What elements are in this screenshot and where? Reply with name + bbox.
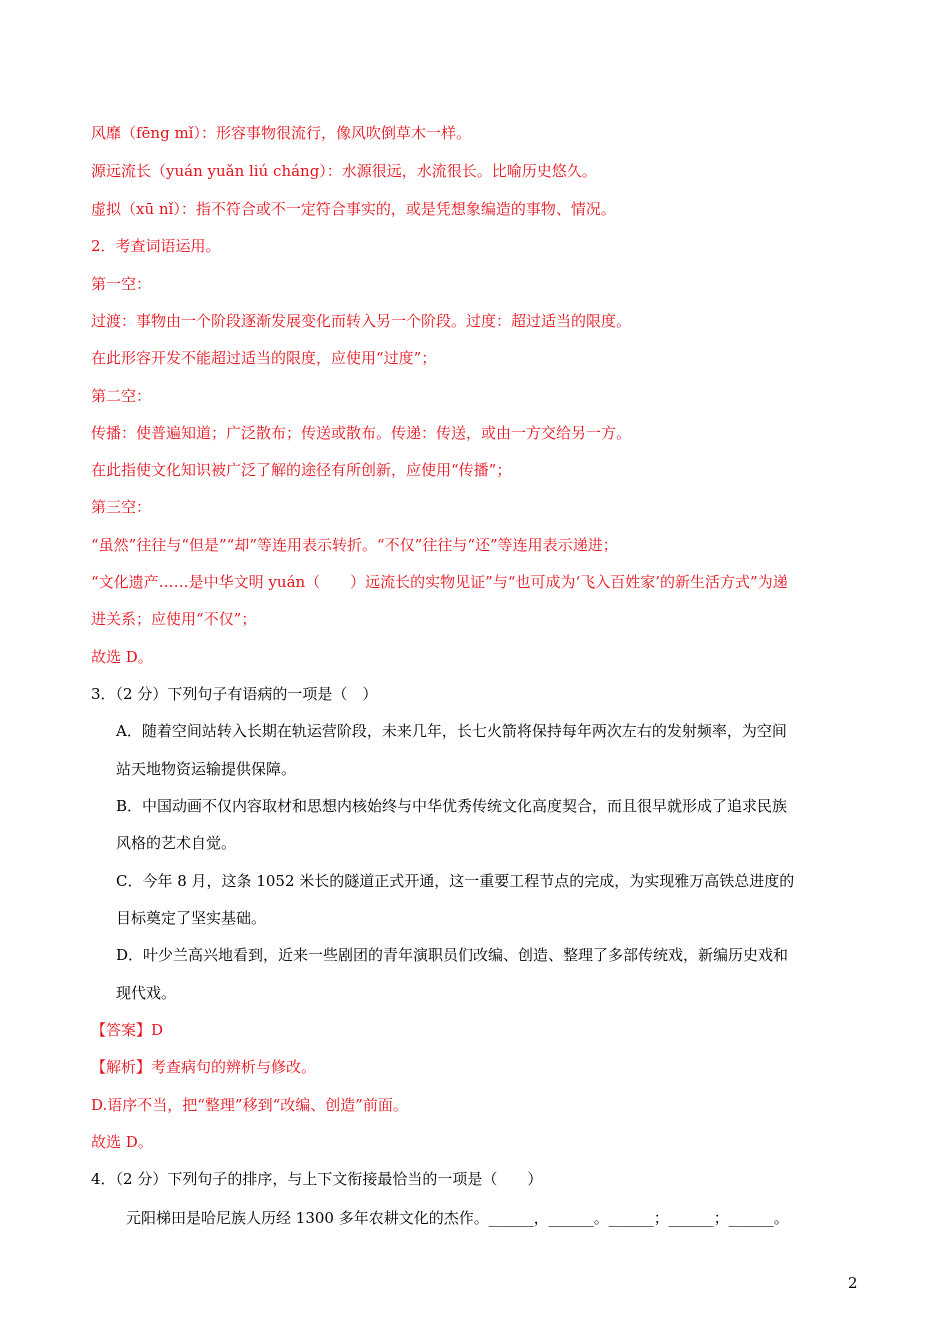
q2-choice: 故选 D。 — [91, 648, 153, 666]
definition-xuni: 虚拟（xū nǐ）：指不符合或不一定符合事实的，或是凭想象编造的事物、情况。 — [91, 200, 616, 218]
q3-option-d-cont: 现代戏。 — [116, 984, 177, 1002]
q3-analysis: 【解析】考查病句的辨析与修改。 — [91, 1058, 317, 1076]
blank-three-context: “文化遗产……是中华文明 yuán（ ）远流长的实物见证”与“也可成为‘飞入百姓家’的新生活方式”为递 — [91, 573, 788, 591]
q4-stem: 4．（2 分）下列句子的排序，与上下文衔接最恰当的一项是（ ） — [91, 1170, 543, 1188]
q3-option-c-cont: 目标奠定了坚实基础。 — [116, 909, 267, 927]
q3-option-c: C．今年 8 月，这条 1052 米长的隧道正式开通，这一重要工程节点的完成，为实现雅万高铁总进度的 — [116, 872, 795, 890]
q2-analysis-heading: 2．考查词语运用。 — [91, 237, 221, 255]
q3-choice: 故选 D。 — [91, 1133, 153, 1151]
page-number: 2 — [848, 1274, 858, 1292]
blank-three-conclusion: 进关系；应使用“不仅”； — [91, 610, 257, 628]
blank-three-definition: “虽然”往往与“但是”“却”等连用表示转折。“不仅”往往与“还”等连用表示递进； — [91, 536, 618, 554]
q3-option-d: D．叶少兰高兴地看到，近来一些剧团的青年演职员们改编、创造、整理了多部传统戏，新编历史戏和 — [116, 946, 789, 964]
blank-one-conclusion: 在此形容开发不能超过适当的限度，应使用“过度”； — [91, 349, 437, 367]
q3-answer: 【答案】D — [91, 1021, 164, 1039]
q3-option-b: B．中国动画不仅内容取材和思想内核始终与中华优秀传统文化高度契合，而且很早就形成了追求民族 — [116, 797, 788, 815]
blank-two-label: 第二空： — [91, 387, 152, 405]
blank-one-label: 第一空： — [91, 275, 152, 293]
q4-passage: 元阳梯田是哈尼族人历经 1300 多年农耕文化的杰作。______，______。______；______；______。 — [126, 1209, 789, 1227]
blank-one-definition: 过渡：事物由一个阶段逐渐发展变化而转入另一个阶段。过度：超过适当的限度。 — [91, 312, 632, 330]
blank-three-label: 第三空： — [91, 498, 152, 516]
q3-option-b-cont: 风格的艺术自觉。 — [116, 834, 237, 852]
q3-analysis-detail: D.语序不当，把“整理”移到“改编、创造”前面。 — [91, 1096, 408, 1114]
blank-two-definition: 传播：使普遍知道；广泛散布；传送或散布。传递：传送，或由一方交给另一方。 — [91, 424, 632, 442]
q3-option-a-cont: 站天地物资运输提供保障。 — [116, 760, 297, 778]
q3-stem: 3．（2 分）下列句子有语病的一项是（ ） — [91, 685, 378, 703]
definition-fengmi: 风靡（fēng mǐ）：形容事物很流行，像风吹倒草木一样。 — [91, 124, 471, 142]
blank-two-conclusion: 在此指使文化知识被广泛了解的途径有所创新，应使用“传播”； — [91, 461, 512, 479]
q3-option-a: A．随着空间站转入长期在轨运营阶段，未来几年，长七火箭将保持每年两次左右的发射频率，为空间 — [116, 722, 787, 740]
definition-yuanyuanliuchang: 源远流长（yuán yuǎn liú cháng）：水源很远，水流很长。比喻历史悠久。 — [91, 162, 597, 180]
